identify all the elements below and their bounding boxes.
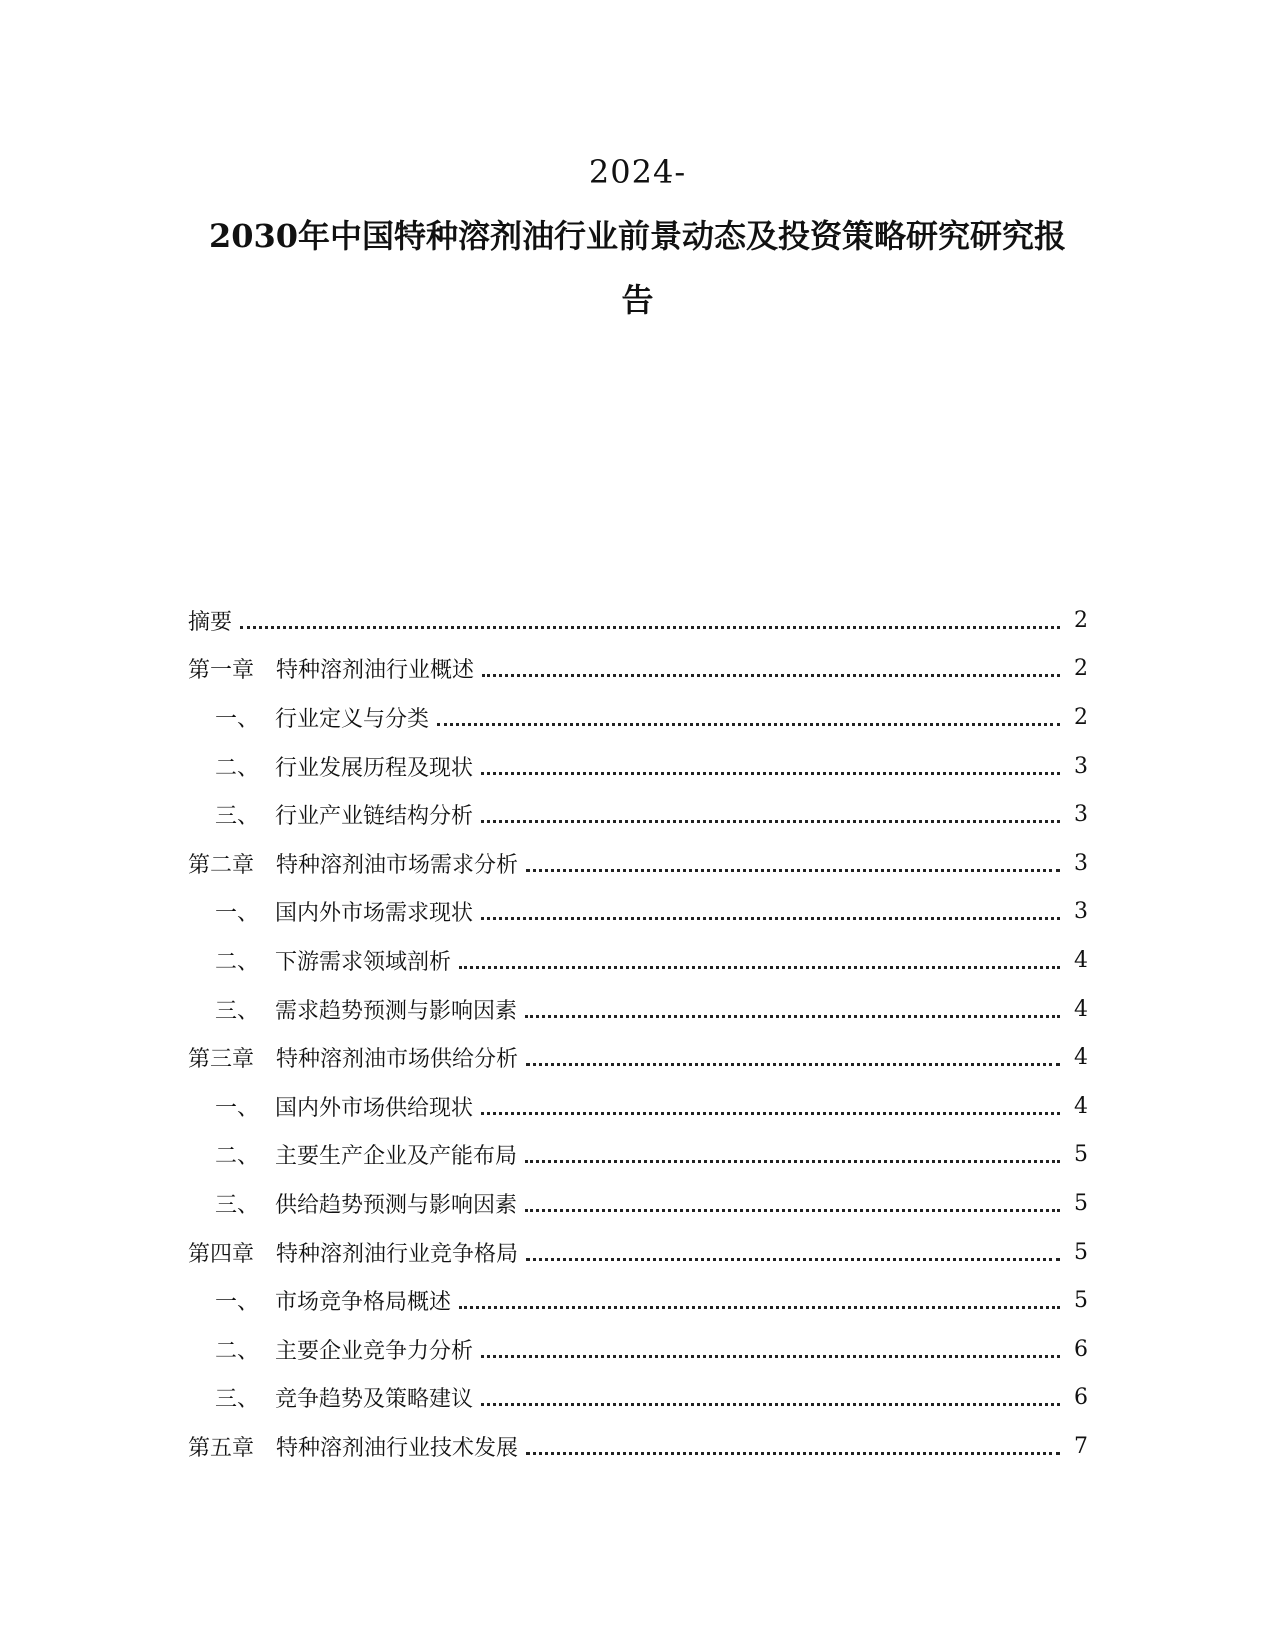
toc-entry-number: 二、 bbox=[215, 1338, 260, 1364]
toc-entry[interactable] bbox=[188, 1033, 1088, 1082]
toc-page-number: 6 bbox=[1074, 1336, 1088, 1362]
toc-entry-title: 特种溶剂油行业竞争格局 bbox=[276, 1241, 519, 1267]
toc-page-number: 3 bbox=[1074, 899, 1088, 925]
toc-entry-title: 主要企业竞争力分析 bbox=[275, 1338, 474, 1364]
toc-page-number: 5 bbox=[1074, 1239, 1088, 1265]
toc-dot-leader bbox=[240, 604, 1060, 629]
toc-entry-title: 摘要 bbox=[188, 609, 233, 635]
toc-entry-label bbox=[215, 1334, 477, 1365]
toc-entry-label bbox=[188, 605, 236, 636]
toc-page-number: 3 bbox=[1074, 753, 1088, 779]
document-title bbox=[0, 140, 1275, 332]
toc-dot-leader bbox=[481, 1090, 1060, 1115]
toc-entry[interactable] bbox=[188, 693, 1088, 742]
toc-entry-number: 第五章 bbox=[188, 1435, 255, 1461]
toc-page-number: 3 bbox=[1074, 802, 1088, 828]
toc-entry-title: 需求趋势预测与影响因素 bbox=[275, 998, 518, 1024]
toc-entry-title: 下游需求领域剖析 bbox=[275, 949, 452, 975]
toc-entry-label bbox=[215, 751, 477, 782]
toc-entry-label bbox=[215, 1139, 521, 1170]
toc-entry-label bbox=[215, 1091, 477, 1122]
toc-entry-title: 特种溶剂油市场供给分析 bbox=[276, 1047, 519, 1073]
toc-entry-title: 行业定义与分类 bbox=[275, 706, 430, 732]
toc-dot-leader bbox=[526, 1041, 1060, 1066]
title-line-3: 告 bbox=[621, 281, 654, 319]
toc-dot-leader bbox=[437, 701, 1060, 726]
toc-entry[interactable] bbox=[188, 1082, 1088, 1131]
toc-dot-leader bbox=[525, 1138, 1060, 1163]
toc-entry-number: 三、 bbox=[215, 998, 260, 1024]
toc-entry-number: 三、 bbox=[215, 1192, 260, 1218]
toc-entry[interactable] bbox=[188, 1228, 1088, 1277]
toc-entry-title: 特种溶剂油行业技术发展 bbox=[276, 1435, 519, 1461]
toc-entry-number: 一、 bbox=[215, 1095, 260, 1121]
toc-entry-title: 主要生产企业及产能布局 bbox=[275, 1144, 518, 1170]
toc-entry-number: 第三章 bbox=[188, 1047, 255, 1073]
toc-entry-number: 第四章 bbox=[188, 1241, 255, 1267]
title-line-2: 2030年中国特种溶剂油行业前景动态及投资策略研究研究报 bbox=[208, 217, 1067, 255]
toc-entry[interactable] bbox=[188, 1325, 1088, 1374]
toc-entry-title: 国内外市场供给现状 bbox=[275, 1095, 474, 1121]
toc-entry-title: 行业产业链结构分析 bbox=[275, 804, 474, 830]
toc-entry[interactable] bbox=[188, 1422, 1088, 1471]
toc-dot-leader bbox=[526, 1236, 1060, 1261]
toc-page-number: 5 bbox=[1074, 1190, 1088, 1216]
toc-entry-label bbox=[188, 848, 522, 879]
toc-entry[interactable] bbox=[188, 839, 1088, 888]
toc-page-number: 3 bbox=[1074, 850, 1088, 876]
toc-entry-number: 第二章 bbox=[188, 852, 255, 878]
toc-entry-label bbox=[215, 799, 477, 830]
toc-entry[interactable] bbox=[188, 1276, 1088, 1325]
toc-entry[interactable] bbox=[188, 596, 1088, 645]
toc-dot-leader bbox=[525, 1187, 1060, 1212]
toc-entry-number: 三、 bbox=[215, 1387, 260, 1413]
toc-entry-number: 一、 bbox=[215, 901, 260, 927]
table-of-contents bbox=[188, 596, 1088, 1471]
toc-entry-label bbox=[188, 1431, 522, 1462]
toc-entry-title: 特种溶剂油市场需求分析 bbox=[276, 852, 519, 878]
toc-dot-leader bbox=[482, 652, 1060, 677]
toc-entry-title: 行业发展历程及现状 bbox=[275, 755, 474, 781]
toc-page-number: 6 bbox=[1074, 1385, 1088, 1411]
toc-entry-title: 供给趋势预测与影响因素 bbox=[275, 1192, 518, 1218]
toc-page-number: 4 bbox=[1074, 1045, 1088, 1071]
toc-entry-title: 市场竞争格局概述 bbox=[275, 1290, 452, 1316]
toc-entry-title: 特种溶剂油行业概述 bbox=[276, 658, 475, 684]
toc-page-number: 4 bbox=[1074, 947, 1088, 973]
toc-page-number: 5 bbox=[1074, 1288, 1088, 1314]
toc-dot-leader bbox=[526, 847, 1060, 872]
toc-entry-number: 二、 bbox=[215, 755, 260, 781]
toc-entry-number: 二、 bbox=[215, 1144, 260, 1170]
toc-entry[interactable] bbox=[188, 790, 1088, 839]
toc-page-number: 7 bbox=[1074, 1433, 1088, 1459]
toc-entry-number: 一、 bbox=[215, 706, 260, 732]
toc-dot-leader bbox=[481, 895, 1060, 920]
toc-entry[interactable] bbox=[188, 1179, 1088, 1228]
toc-dot-leader bbox=[526, 1430, 1060, 1455]
toc-entry[interactable] bbox=[188, 1131, 1088, 1180]
toc-page-number: 2 bbox=[1074, 656, 1088, 682]
toc-dot-leader bbox=[481, 1381, 1060, 1406]
toc-entry[interactable] bbox=[188, 888, 1088, 937]
toc-page-number: 4 bbox=[1074, 996, 1088, 1022]
toc-entry-number: 第一章 bbox=[188, 658, 255, 684]
toc-entry-label bbox=[215, 994, 521, 1025]
toc-dot-leader bbox=[481, 798, 1060, 823]
toc-entry-title: 竞争趋势及策略建议 bbox=[275, 1387, 474, 1413]
toc-entry-title: 国内外市场需求现状 bbox=[275, 901, 474, 927]
toc-entry-number: 三、 bbox=[215, 804, 260, 830]
toc-dot-leader bbox=[459, 944, 1060, 969]
title-line-1: 2024- bbox=[588, 153, 687, 191]
toc-entry[interactable] bbox=[188, 645, 1088, 694]
toc-entry[interactable] bbox=[188, 742, 1088, 791]
toc-entry-number: 一、 bbox=[215, 1290, 260, 1316]
toc-entry-label bbox=[215, 1188, 521, 1219]
toc-entry-label bbox=[215, 1285, 455, 1316]
toc-page-number: 2 bbox=[1074, 704, 1088, 730]
toc-page-number: 4 bbox=[1074, 1093, 1088, 1119]
toc-page-number: 2 bbox=[1074, 607, 1088, 633]
toc-entry[interactable] bbox=[188, 936, 1088, 985]
toc-entry[interactable] bbox=[188, 1374, 1088, 1423]
toc-dot-leader bbox=[481, 750, 1060, 775]
toc-entry-label bbox=[188, 1042, 522, 1073]
toc-entry-number: 二、 bbox=[215, 949, 260, 975]
toc-entry[interactable] bbox=[188, 985, 1088, 1034]
toc-entry-label bbox=[188, 1237, 522, 1268]
toc-entry-label bbox=[215, 945, 455, 976]
toc-dot-leader bbox=[481, 1333, 1060, 1358]
toc-dot-leader bbox=[459, 1284, 1060, 1309]
toc-page-number: 5 bbox=[1074, 1142, 1088, 1168]
toc-entry-label bbox=[188, 653, 478, 684]
toc-entry-label bbox=[215, 1382, 477, 1413]
toc-dot-leader bbox=[525, 993, 1060, 1018]
toc-entry-label bbox=[215, 702, 433, 733]
toc-entry-label bbox=[215, 896, 477, 927]
